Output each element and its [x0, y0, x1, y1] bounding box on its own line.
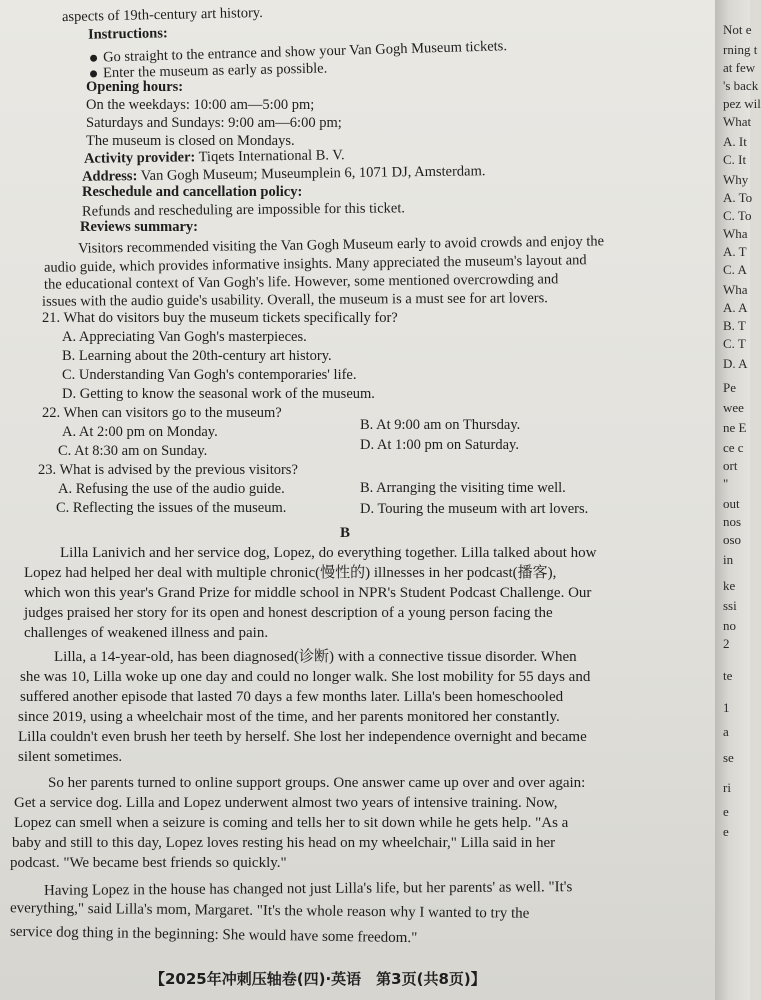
side-fragment: Wha	[723, 226, 748, 241]
question-22-stem: 22. When can visitors go to the museum?	[42, 405, 282, 421]
side-fragment: se	[723, 750, 734, 765]
side-fragment: Pe	[723, 380, 736, 395]
side-fragment: D. A	[723, 356, 748, 371]
activity-provider: Activity provider: Tiqets International B. V.	[83, 147, 345, 167]
side-fragment: at few	[723, 60, 756, 75]
side-fragment: out	[723, 496, 740, 511]
question-option: D. Touring the museum with art lovers.	[360, 501, 589, 517]
address: Address: Van Gogh Museum; Museumplein 6, 1071 DJ, Amsterdam.	[81, 163, 486, 185]
passage-line: Lilla couldn't even brush her teeth by herself. She lost her independence overnight and became	[18, 729, 587, 745]
question-option: A. At 2:00 pm on Monday.	[62, 424, 218, 440]
side-fragment: in	[723, 552, 734, 567]
side-fragment: a	[723, 724, 729, 739]
side-fragment: 's back	[723, 78, 759, 93]
side-fragment: oso	[723, 532, 742, 547]
side-fragment: pez wil	[723, 96, 761, 111]
question-option: C. At 8:30 am on Sunday.	[58, 443, 208, 459]
side-fragment: A. T	[723, 244, 747, 259]
side-fragment: ri	[723, 780, 731, 795]
question-option: B. Learning about the 20th-century art history.	[62, 348, 332, 364]
passage-line: challenges of weakened illness and pain.	[24, 625, 269, 641]
passage-line: she was 10, Lilla woke up one day and could no longer walk. She lost mobility for 55 days and	[20, 669, 591, 685]
passage-line: which won this year's Grand Prize for middle school in NPR's Student Podcast Challenge. Our	[24, 585, 592, 601]
passage-line: Having Lopez in the house has changed not just Lilla's life, but her parents' as well. "It's	[43, 879, 573, 899]
reviews-line: the educational context of Van Gogh's life. However, some mentioned overcrowding and	[43, 271, 559, 293]
question-option: A. Refusing the use of the audio guide.	[58, 481, 285, 497]
side-fragment: no	[723, 618, 736, 633]
passage-line: Lopez can smell when a seizure is coming and tells her to sit down while he gets help. "As a	[14, 815, 569, 831]
passage-line: baby and still to this day, Lopez loves resting his head on my wheelchair," Lilla said in her	[12, 835, 556, 851]
policy-value: Refunds and rescheduling are impossible for this ticket.	[81, 200, 406, 220]
page-footer: 【2025年冲刺压轴卷(四)·英语 第3页(共8页)】	[150, 970, 486, 988]
opening-hours-label: Opening hours:	[86, 79, 184, 95]
passage-line: podcast. "We became best friends so quickly."	[10, 855, 287, 871]
passage-line: judges praised her story for its open and honest description of a young person facing the	[24, 605, 553, 621]
question-option: B. At 9:00 am on Thursday.	[360, 417, 521, 433]
side-fragment: 1	[723, 700, 730, 715]
passage-line: Lilla, a 14-year-old, has been diagnosed(诊断) with a connective tissue disorder. When	[54, 649, 577, 665]
opening-hours-line: The museum is closed on Mondays.	[86, 133, 295, 149]
side-fragment: Why	[723, 172, 749, 187]
side-fragment: ce c	[723, 440, 744, 455]
question-option: C. Reflecting the issues of the museum.	[56, 500, 287, 516]
bullet-icon	[90, 55, 97, 62]
question-option: B. Arranging the visiting time well.	[360, 480, 566, 496]
bullet-icon	[90, 71, 97, 78]
opening-hours-line: On the weekdays: 10:00 am—5:00 pm;	[86, 97, 315, 113]
reviews-line: issues with the audio guide's usability. Overall, the museum is a must see for art lovers.	[41, 290, 548, 310]
side-fragment: Wha	[723, 282, 748, 297]
side-fragment: What	[723, 114, 752, 129]
side-fragment: C. It	[723, 152, 747, 167]
question-option: D. At 1:00 pm on Saturday.	[360, 437, 519, 453]
side-fragment: A. It	[723, 134, 747, 149]
side-fragment: rning t	[723, 42, 758, 57]
question-23-stem: 23. What is advised by the previous visitors?	[38, 462, 298, 478]
question-21-stem: 21. What do visitors buy the museum tickets specifically for?	[42, 310, 398, 326]
side-fragment: A. To	[723, 190, 753, 205]
question-option: A. Appreciating Van Gogh's masterpieces.	[62, 329, 307, 345]
instruction-item: Enter the museum as early as possible.	[90, 60, 328, 83]
intro-line: aspects of 19th-century art history.	[61, 4, 263, 26]
side-fragment: C. To	[723, 208, 752, 223]
passage-line: Get a service dog. Lilla and Lopez underwent almost two years of intensive training. Now,	[14, 795, 558, 811]
side-fragment: C. A	[723, 262, 747, 277]
side-fragment: e	[723, 824, 729, 839]
passage-line: Lopez had helped her deal with multiple chronic(慢性的) illnesses in her podcast(播客),	[24, 565, 557, 581]
reviews-label: Reviews summary:	[80, 219, 198, 235]
passage-line: service dog thing in the beginning: She would have some freedom."	[9, 923, 418, 947]
side-fragment: Not e	[723, 22, 752, 37]
side-fragment: e	[723, 804, 729, 819]
side-fragment: te	[723, 668, 733, 683]
side-fragment: ssi	[723, 598, 737, 613]
passage-line: since 2019, using a wheelchair most of the time, and her parents monitored her constantly.	[18, 709, 560, 725]
reviews-line: audio guide, which provides informative insights. Many appreciated the museum's layout and	[43, 252, 587, 276]
instructions-label: Instructions:	[87, 25, 168, 43]
section-b-heading: B	[340, 525, 351, 541]
side-fragment: A. A	[723, 300, 748, 315]
adjacent-page-edge	[715, 0, 761, 1000]
policy-label: Reschedule and cancellation policy:	[82, 184, 303, 200]
question-option: C. Understanding Van Gogh's contemporaries' life.	[62, 367, 357, 383]
side-fragment: C. T	[723, 336, 746, 351]
passage-line: So her parents turned to online support groups. One answer came up over and over again:	[48, 775, 586, 791]
side-fragment: wee	[723, 400, 744, 415]
question-option: D. Getting to know the seasonal work of the museum.	[62, 386, 375, 402]
side-fragment: ort	[723, 458, 738, 473]
side-fragment: 2	[723, 636, 730, 651]
passage-line: Lilla Lanivich and her service dog, Lopez, do everything together. Lilla talked about how	[60, 545, 597, 561]
side-fragment: nos	[723, 514, 742, 529]
side-fragment: "	[723, 476, 729, 491]
passage-line: silent sometimes.	[18, 749, 123, 765]
side-fragment: B. T	[723, 318, 746, 333]
passage-line: everything," said Lilla's mom, Margaret. "It's the whole reason why I wanted to try the	[9, 900, 530, 922]
side-fragment: ne E	[723, 420, 747, 435]
opening-hours-line: Saturdays and Sundays: 9:00 am—6:00 pm;	[86, 115, 342, 131]
reviews-line: Visitors recommended visiting the Van Gogh Museum early to avoid crowds and enjoy the	[77, 233, 605, 257]
passage-line: suffered another episode that lasted 70 days a few months later. Lilla's been homeschooled	[20, 689, 564, 705]
side-fragment: ke	[723, 578, 736, 593]
instruction-item: Go straight to the entrance and show your Van Gogh Museum tickets.	[90, 37, 507, 67]
